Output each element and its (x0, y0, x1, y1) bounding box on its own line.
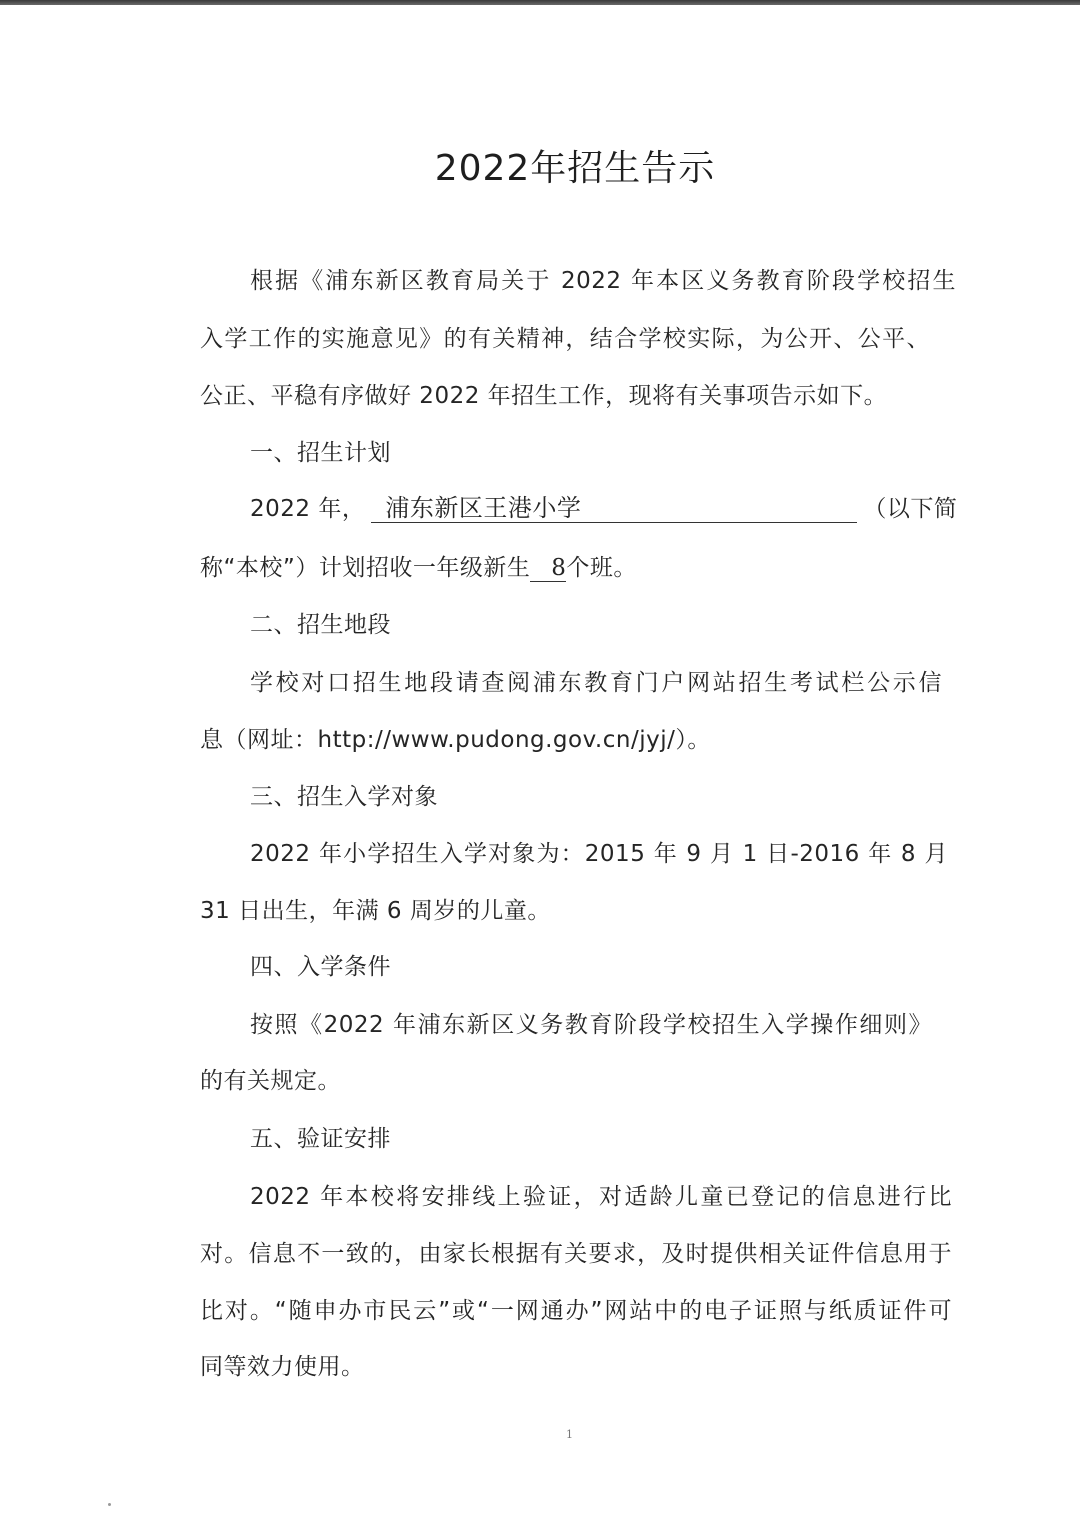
section-5-line-2: 对。信息不一致的，由家长根据有关要求，及时提供相关证件信息用于 (200, 1241, 952, 1267)
section-5-line-1: 2022 年本校将安排线上验证，对适龄儿童已登记的信息进行比 (250, 1184, 952, 1210)
intro-line-3: 公正、平稳有序做好 2022 年招生工作，现将有关事项告示如下。 (200, 383, 888, 409)
section-5-heading: 五、验证安排 (250, 1126, 391, 1152)
section-1-line-2 (200, 553, 637, 583)
scan-speck (108, 1503, 111, 1506)
section-5-line-4: 同等效力使用。 (200, 1354, 365, 1380)
section-2-line-1: 学校对口招生地段请查阅浦东教育门户网站招生考试栏公示信 (250, 670, 942, 696)
section-1-year-text: 2022 年， (250, 496, 366, 522)
section-3-line-2: 31 日出生，年满 6 周岁的儿童。 (200, 898, 551, 924)
section-2-line-2: 息（网址：http://www.pudong.gov.cn/jyj/）。 (200, 727, 711, 753)
section-1-unit-text: 个班。 (566, 555, 637, 581)
section-3-heading: 三、招生入学对象 (250, 784, 438, 810)
section-4-heading: 四、入学条件 (250, 954, 391, 980)
section-5-line-3: 比对。“随申办市民云”或“一网通办”网站中的电子证照与纸质证件可 (200, 1298, 952, 1324)
section-2-heading: 二、招生地段 (250, 612, 391, 638)
document-title: 2022年招生告示 (434, 148, 716, 189)
section-1-suffix-text: （以下简 (863, 496, 958, 522)
section-4-line-2: 的有关规定。 (200, 1068, 341, 1094)
class-count-field: 8 (530, 555, 566, 582)
section-1-heading: 一、招生计划 (250, 440, 391, 466)
page-number: 1 (566, 1428, 573, 1441)
section-3-line-1: 2022 年小学招生入学对象为：2015 年 9 月 1 日-2016 年 8 月 (250, 841, 948, 867)
intro-line-1: 根据《浦东新区教育局关于 2022 年本区义务教育阶段学校招生 (250, 268, 956, 294)
section-1-line-1 (250, 494, 957, 524)
intro-line-2: 入学工作的实施意见》的有关精神，结合学校实际，为公开、公平、 (200, 326, 930, 352)
school-name-field: 浦东新区王港小学 (371, 494, 857, 523)
section-4-line-1: 按照《2022 年浦东新区义务教育阶段学校招生入学操作细则》 (250, 1012, 932, 1038)
section-1-plan-text: 称“本校”）计划招收一年级新生 (200, 555, 531, 581)
